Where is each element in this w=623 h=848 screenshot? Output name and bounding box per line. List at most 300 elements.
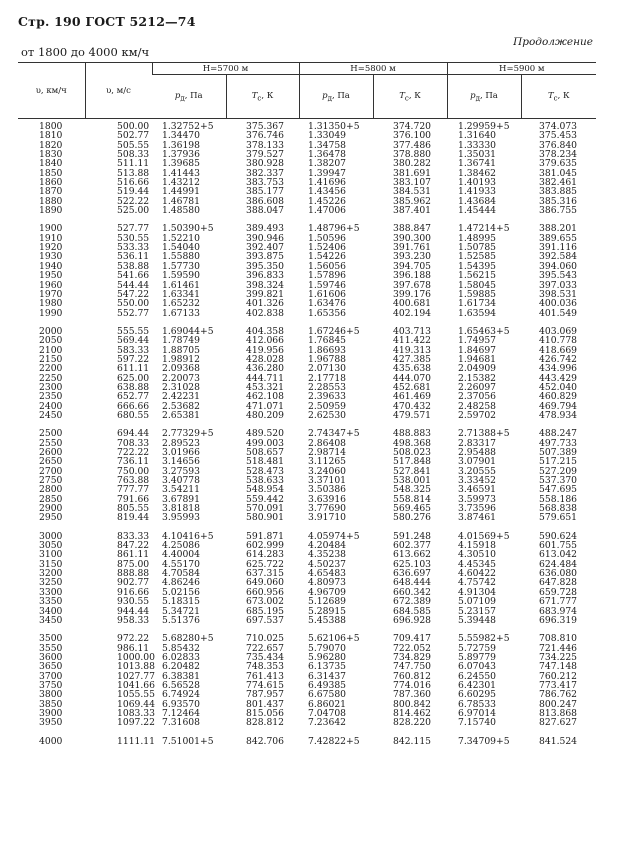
table-cell: 374.720 [393, 121, 432, 132]
table-cell: 2.86408 [308, 437, 347, 449]
table-cell: 377.486 [393, 139, 432, 151]
table-cell: 397.678 [393, 279, 432, 291]
table-cell: 3.46591 [458, 484, 497, 496]
table-cell: 5.39448 [458, 614, 497, 626]
table-cell: 708.810 [539, 633, 578, 645]
table-cell: 1027.77 [117, 670, 155, 682]
table-cell: 5.85432 [162, 642, 200, 654]
table-cell: 461.469 [393, 391, 432, 403]
table-cell: 558.814 [393, 493, 432, 505]
table-row [18, 234, 596, 243]
table-cell: 382.461 [539, 177, 578, 189]
table-cell: 5.28915 [308, 605, 347, 617]
table-cell: 569.44 [117, 335, 150, 347]
table-cell: 734.829 [393, 651, 432, 663]
table-cell: 638.88 [117, 381, 150, 393]
table-cell: 389.493 [246, 223, 284, 235]
table-cell: 5.55982+5 [458, 633, 510, 645]
table-cell: 384.531 [393, 186, 432, 198]
table-cell: 3400 [39, 605, 63, 617]
table-cell: 648.444 [393, 577, 432, 589]
table-row [18, 439, 596, 448]
table-row [18, 634, 596, 643]
table-cell: 774.615 [246, 679, 284, 691]
table-cell: 388.201 [539, 223, 578, 235]
table-cell: 1.50596 [308, 232, 347, 244]
table-cell: 383.885 [539, 186, 578, 198]
table-cell: 516.66 [117, 177, 150, 189]
table-cell: 696.319 [539, 614, 578, 626]
table-cell: 1.98912 [162, 353, 200, 365]
table-row [18, 550, 596, 559]
atmosphere-table [18, 62, 596, 746]
table-cell: 1.74957 [458, 335, 497, 347]
col-header-temperature: $T_c$, К [226, 75, 299, 119]
table-cell: 548.954 [246, 484, 284, 496]
table-cell: 1.54395 [458, 260, 497, 272]
table-cell: 428.028 [246, 353, 284, 365]
table-cell: 434.996 [539, 363, 578, 375]
table-cell: 2.62530 [308, 409, 347, 421]
col-header-height-2: H=5800 м [299, 63, 447, 75]
table-cell: 1.35031 [458, 149, 497, 161]
table-cell: 791.66 [117, 493, 150, 505]
table-cell: 393.230 [393, 251, 432, 263]
table-cell: 519.44 [117, 186, 150, 198]
table-cell: 5.62106+5 [308, 633, 360, 645]
table-row [18, 578, 596, 587]
table-cell: 721.446 [539, 642, 578, 654]
table-cell: 3.14656 [162, 456, 200, 468]
table-cell: 6.67580 [308, 689, 347, 701]
table-cell: 2450 [39, 409, 63, 421]
table-cell: 683.974 [539, 605, 578, 617]
table-row [18, 243, 596, 252]
table-cell: 1.50785 [458, 242, 497, 254]
table-cell: 1.63594 [458, 307, 497, 319]
table-cell: 3.37101 [308, 475, 347, 487]
table-cell: 1800 [39, 121, 63, 132]
table-cell: 660.342 [393, 586, 432, 598]
table-cell: 722.657 [246, 642, 284, 654]
table-cell: 1.55880 [162, 251, 200, 263]
table-cell: 696.928 [393, 614, 432, 626]
table-cell: 1860 [39, 177, 63, 189]
table-cell: 4.40004 [162, 549, 200, 561]
table-cell: 7.42822+5 [308, 735, 360, 747]
table-cell: 5.72759 [458, 642, 497, 654]
table-cell: 1.47006 [308, 205, 347, 217]
table-cell: 1.45444 [458, 205, 497, 217]
table-cell: 1.34758 [308, 139, 347, 151]
table-row [18, 541, 596, 550]
table-row [18, 262, 596, 271]
table-cell: 580.276 [393, 512, 432, 524]
table-cell: 3.67891 [162, 493, 200, 505]
table-cell: 3250 [39, 577, 63, 589]
table-cell: 6.56528 [162, 679, 200, 691]
table-cell: 1.65356 [308, 307, 347, 319]
table-cell: 597.22 [117, 353, 150, 365]
table-cell: 680.55 [117, 409, 150, 421]
table-cell: 444.711 [246, 372, 284, 384]
table-cell: 398.531 [539, 288, 578, 300]
col-header-height-1: H=5700 м [152, 63, 299, 75]
table-cell: 4.91304 [458, 586, 497, 598]
table-cell: 386.608 [246, 195, 284, 207]
table-cell: 1083.33 [117, 707, 155, 719]
table-row [18, 206, 596, 215]
table-cell: 380.928 [246, 158, 284, 170]
table-row [18, 476, 596, 485]
table-cell: 389.655 [539, 232, 578, 244]
table-row [18, 513, 596, 522]
table-cell: 1890 [39, 205, 63, 217]
table-cell: 397.033 [539, 279, 578, 291]
table-row [18, 402, 596, 411]
table-cell: 6.02833 [162, 651, 200, 663]
table-cell: 489.520 [246, 428, 284, 440]
table-cell: 625.722 [246, 558, 284, 570]
table-cell: 2250 [39, 372, 63, 384]
table-cell: 383.107 [393, 177, 432, 189]
table-cell: 376.100 [393, 130, 432, 142]
table-cell: 400.036 [539, 298, 578, 310]
table-cell: 379.527 [246, 149, 284, 161]
table-cell: 479.571 [393, 409, 432, 421]
table-cell: 517.848 [393, 456, 432, 468]
table-cell: 6.86021 [308, 698, 347, 710]
table-cell: 773.417 [539, 679, 578, 691]
table-row [18, 672, 596, 681]
table-cell: 709.417 [393, 633, 432, 645]
table-cell: 1.57730 [162, 260, 200, 272]
col-header-v-kmh: υ, км/ч [18, 63, 85, 119]
table-row [18, 662, 596, 671]
table-cell: 1097.22 [117, 717, 155, 729]
table-cell: 3800 [39, 689, 63, 701]
table-cell: 452.681 [393, 381, 432, 393]
table-cell: 3150 [39, 558, 63, 570]
table-cell: 1069.44 [117, 698, 155, 710]
table-cell: 453.321 [246, 381, 284, 393]
table-cell: 547.22 [117, 288, 150, 300]
table-cell: 1.29959+5 [458, 121, 510, 132]
table-cell: 3300 [39, 586, 63, 598]
table-cell: 814.462 [393, 707, 432, 719]
table-cell: 3.01966 [162, 447, 200, 458]
table-cell: 6.20482 [162, 661, 200, 673]
table-cell: 4.15918 [458, 540, 497, 552]
table-cell: 2150 [39, 353, 63, 365]
table-cell: 396.833 [246, 270, 284, 282]
table-cell: 3.24060 [308, 465, 347, 477]
table-cell: 498.368 [393, 437, 432, 449]
table-cell: 5.45388 [308, 614, 347, 626]
table-cell: 875.00 [117, 558, 150, 570]
table-cell: 685.195 [246, 605, 284, 617]
table-cell: 1.48995 [458, 232, 497, 244]
table-cell: 3.11265 [308, 456, 347, 468]
table-cell: 555.55 [117, 325, 150, 337]
table-cell: 4.30510 [458, 549, 497, 561]
table-cell: 558.186 [539, 493, 578, 505]
table-cell: 1.54226 [308, 251, 347, 263]
table-cell: 396.188 [393, 270, 432, 282]
table-cell: 4.35238 [308, 549, 347, 561]
table-cell: 1.65463+5 [458, 325, 510, 337]
table-cell: 525.00 [117, 205, 150, 217]
table-cell: 2.50959 [308, 400, 347, 412]
table-cell: 1840 [39, 158, 63, 170]
table-cell: 1.96788 [308, 353, 347, 365]
table-cell: 3500 [39, 633, 63, 645]
table-cell: 2950 [39, 512, 63, 524]
table-cell: 527.841 [393, 465, 432, 477]
table-cell: 2.71388+5 [458, 428, 510, 440]
table-cell: 507.389 [539, 447, 578, 458]
table-range-title: от 1800 до 4000 км/ч [21, 45, 150, 59]
table-row [18, 169, 596, 178]
table-cell: 736.11 [117, 456, 150, 468]
table-cell: 394.060 [539, 260, 578, 272]
table-cell: 6.24550 [458, 670, 497, 682]
table-cell: 6.38381 [162, 670, 200, 682]
table-cell: 2.04909 [458, 363, 497, 375]
table-cell: 916.66 [117, 586, 150, 598]
col-header-temperature: $T_c$, К [373, 75, 447, 119]
table-cell: 5.34721 [162, 605, 200, 617]
table-cell: 3350 [39, 596, 63, 608]
table-cell: 2.39633 [308, 391, 347, 403]
table-row [18, 131, 596, 140]
table-cell: 2.42231 [162, 391, 200, 403]
table-cell: 376.840 [539, 139, 578, 151]
table-cell: 1.76845 [308, 335, 347, 347]
table-cell: 1910 [39, 232, 63, 244]
table-cell: 508.023 [393, 447, 432, 458]
table-cell: 2300 [39, 381, 63, 393]
table-cell: 1.37936 [162, 149, 200, 161]
table-cell: 6.13735 [308, 661, 347, 673]
table-cell: 538.001 [393, 475, 432, 487]
table-cell: 402.194 [393, 307, 432, 319]
table-cell: 400.681 [393, 298, 432, 310]
table-cell: 5.23157 [458, 605, 497, 617]
table-cell: 6.07043 [458, 661, 497, 673]
table-cell: 1.43212 [162, 177, 200, 189]
table-cell: 412.066 [246, 335, 284, 347]
table-row [18, 644, 596, 653]
table-cell: 710.025 [246, 633, 284, 645]
table-row [18, 560, 596, 569]
table-cell: 3550 [39, 642, 63, 654]
table-row [18, 197, 596, 206]
table-cell: 801.437 [246, 698, 284, 710]
table-row [18, 495, 596, 504]
table-cell: 5.89779 [458, 651, 497, 663]
table-row [18, 392, 596, 401]
table-cell: 583.33 [117, 344, 150, 356]
table-cell: 2.74347+5 [308, 428, 360, 440]
table-cell: 3650 [39, 661, 63, 673]
table-cell: 1900 [39, 223, 63, 235]
table-cell: 375.453 [539, 130, 578, 142]
table-cell: 815.056 [246, 707, 284, 719]
table-cell: 1810 [39, 130, 63, 142]
table-cell: 786.762 [539, 689, 578, 701]
table-row [18, 336, 596, 345]
table-cell: 2.07130 [308, 363, 347, 375]
table-cell: 2750 [39, 475, 63, 487]
table-cell: 6.78533 [458, 698, 497, 710]
table-row [18, 569, 596, 578]
table-cell: 602.999 [246, 540, 284, 552]
table-cell: 637.315 [246, 568, 284, 580]
col-header-pressure: $p_д$, Па [447, 75, 521, 119]
table-cell: 3450 [39, 614, 63, 626]
table-cell: 602.377 [393, 540, 432, 552]
table-row [18, 457, 596, 466]
col-header-v-ms: υ, м/с [85, 63, 152, 119]
table-cell: 418.669 [539, 344, 578, 356]
table-cell: 470.432 [393, 400, 432, 412]
table-cell: 5.12689 [308, 596, 347, 608]
table-cell: 579.651 [539, 512, 578, 524]
table-cell: 398.324 [246, 279, 284, 291]
table-cell: 3.40778 [162, 475, 200, 487]
table-cell: 1.88705 [162, 344, 200, 356]
table-cell: 1.43456 [308, 186, 347, 198]
table-cell: 3750 [39, 679, 63, 691]
table-cell: 673.002 [246, 596, 284, 608]
table-cell: 805.55 [117, 503, 150, 515]
table-cell: 386.755 [539, 205, 578, 217]
table-cell: 444.070 [393, 372, 432, 384]
table-cell: 488.883 [393, 428, 432, 440]
table-cell: 833.33 [117, 530, 150, 542]
table-cell: 1.34470 [162, 130, 200, 142]
table-cell: 3200 [39, 568, 63, 580]
table-cell: 6.60295 [458, 689, 497, 701]
table-cell: 2700 [39, 465, 63, 477]
table-cell: 378.234 [539, 149, 578, 161]
table-cell: 3.27593 [162, 465, 200, 477]
table-cell: 1.59746 [308, 279, 347, 291]
table-cell: 1.58045 [458, 279, 497, 291]
table-cell: 385.177 [246, 186, 284, 198]
table-cell: 401.549 [539, 307, 578, 319]
table-cell: 2.77329+5 [162, 428, 214, 440]
table-cell: 1.57896 [308, 270, 347, 282]
table-cell: 697.537 [246, 614, 284, 626]
table-cell: 6.97014 [458, 707, 497, 719]
table-cell: 3600 [39, 651, 63, 663]
table-cell: 1.38207 [308, 158, 347, 170]
table-cell: 1.56056 [308, 260, 347, 272]
table-cell: 387.401 [393, 205, 432, 217]
table-cell: 3.95993 [162, 512, 200, 524]
table-row [18, 187, 596, 196]
table-cell: 652.77 [117, 391, 150, 403]
table-cell: 3100 [39, 549, 63, 561]
table-cell: 5.07109 [458, 596, 497, 608]
table-cell: 452.040 [539, 381, 578, 393]
table-cell: 1.78749 [162, 335, 200, 347]
table-cell: 3.59973 [458, 493, 497, 505]
table-cell: 1013.88 [117, 661, 155, 673]
table-cell: 1.33330 [458, 139, 497, 151]
table-cell: 1990 [39, 307, 63, 319]
table-cell: 1.39685 [162, 158, 200, 170]
table-cell: 647.828 [539, 577, 578, 589]
table-row [18, 159, 596, 168]
table-cell: 2600 [39, 447, 63, 458]
table-cell: 378.133 [246, 139, 284, 151]
table-row [18, 429, 596, 438]
table-cell: 1.69044+5 [162, 325, 214, 337]
table-cell: 388.047 [246, 205, 284, 217]
table-cell: 1.31640 [458, 130, 497, 142]
table-cell: 382.337 [246, 167, 284, 179]
table-cell: 570.091 [246, 503, 284, 515]
table-body [18, 119, 596, 746]
table-cell: 3050 [39, 540, 63, 552]
table-cell: 2650 [39, 456, 63, 468]
table-cell: 544.44 [117, 279, 150, 291]
table-row [18, 364, 596, 373]
table-cell: 5.79070 [308, 642, 347, 654]
table-cell: 1850 [39, 167, 63, 179]
table-row [18, 383, 596, 392]
table-cell: 1.40193 [458, 177, 497, 189]
table-cell: 1.32752+5 [162, 121, 214, 132]
table-cell: 774.016 [393, 679, 432, 691]
table-row [18, 374, 596, 383]
table-cell: 649.060 [246, 577, 284, 589]
table-cell: 787.360 [393, 689, 432, 701]
table-cell: 1.94681 [458, 353, 497, 365]
table-cell: 471.071 [246, 400, 284, 412]
table-cell: 6.93570 [162, 698, 200, 710]
table-cell: 547.695 [539, 484, 578, 496]
table-cell: 4.50237 [308, 558, 347, 570]
table-cell: 536.11 [117, 251, 150, 263]
table-cell: 393.875 [246, 251, 284, 263]
table-cell: 2350 [39, 391, 63, 403]
table-cell: 499.003 [246, 437, 284, 449]
table-row [18, 271, 596, 280]
table-cell: 4.96709 [308, 586, 347, 598]
table-cell: 828.220 [393, 717, 432, 729]
table-cell: 722.22 [117, 447, 150, 458]
table-cell: 552.77 [117, 307, 150, 319]
table-cell: 5.18315 [162, 596, 200, 608]
table-cell: 2100 [39, 344, 63, 356]
table-cell: 436.280 [246, 363, 284, 375]
table-cell: 5.51376 [162, 614, 200, 626]
table-cell: 748.353 [246, 661, 284, 673]
table-cell: 4.70584 [162, 568, 200, 580]
table-cell: 399.821 [246, 288, 284, 300]
table-cell: 1041.66 [117, 679, 155, 691]
table-cell: 435.638 [393, 363, 432, 375]
table-cell: 548.325 [393, 484, 432, 496]
table-row [18, 718, 596, 727]
table-cell: 426.742 [539, 353, 578, 365]
table-cell: 395.350 [246, 260, 284, 272]
table-cell: 379.635 [539, 158, 578, 170]
